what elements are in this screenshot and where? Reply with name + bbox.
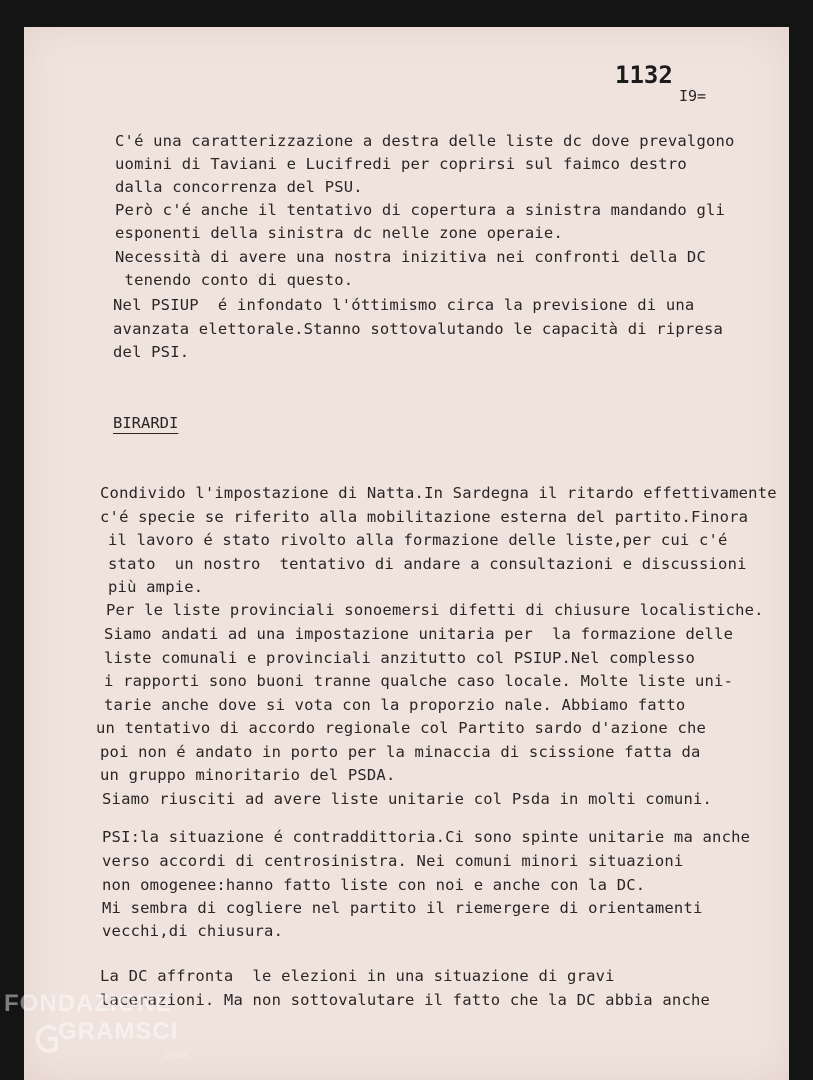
- text-line: dalla concorrenza del PSU.: [115, 178, 363, 196]
- watermark-line-2: GRAMSCI: [58, 1018, 179, 1045]
- text-line: avanzata elettorale.Stanno sottovalutando le capacità di ripresa: [113, 320, 724, 338]
- text-line: c'é specie se riferito alla mobilitazione esterna del partito.Finora: [100, 508, 749, 526]
- sub-number: I9=: [679, 87, 707, 105]
- watermark-line-1: FONDAZIONE: [4, 990, 173, 1017]
- text-line: un tentativo di accordo regionale col Partito sardo d'azione che: [96, 719, 707, 737]
- text-line: Mi sembra di cogliere nel partito il riemergere di orientamenti: [102, 899, 703, 917]
- text-line: Però c'é anche il tentativo di copertura a sinistra mandando gli: [115, 201, 726, 219]
- text-line: esponenti della sinistra dc nelle zone operaie.: [115, 224, 563, 242]
- text-line: Condivido l'impostazione di Natta.In Sardegna il ritardo effettivamente: [100, 484, 777, 502]
- text-line: liste comunali e provinciali anzitutto col PSIUP.Nel complesso: [104, 649, 695, 667]
- text-line: verso accordi di centrosinistra. Nei comuni minori situazioni: [102, 852, 684, 870]
- text-line: non omogenee:hanno fatto liste con noi e anche con la DC.: [102, 876, 646, 894]
- text-line: poi non é andato in porto per la minaccia di scissione fatta da: [100, 743, 701, 761]
- text-line: il lavoro é stato rivolto alla formazione delle liste,per cui c'é: [108, 531, 728, 549]
- text-line: uomini di Taviani e Lucifredi per coprirsi sul faimco destro: [115, 155, 687, 173]
- text-line: tarie anche dove si vota con la proporzio nale. Abbiamo fatto: [104, 696, 686, 714]
- watermark-line-3: onlus: [164, 1050, 188, 1060]
- text-line: Nel PSIUP é infondato l'óttimismo circa la previsione di una: [113, 296, 695, 314]
- text-line: PSI:la situazione é contraddittoria.Ci sono spinte unitarie ma anche: [102, 828, 751, 846]
- text-line: Per le liste provinciali sonoemersi difetti di chiusure localistiche.: [106, 601, 764, 619]
- typewritten-page: [24, 27, 789, 1080]
- text-line: lacerazioni. Ma non sottovalutare il fatto che la DC abbia anche: [100, 991, 711, 1009]
- text-line: C'é una caratterizzazione a destra delle liste dc dove prevalgono: [115, 132, 735, 150]
- text-line: del PSI.: [113, 343, 190, 361]
- text-line: i rapporti sono buoni tranne qualche caso locale. Molte liste uni-: [104, 672, 734, 690]
- page-number: 1132: [615, 61, 673, 89]
- text-line: Siamo andati ad una impostazione unitaria per la formazione delle: [104, 625, 734, 643]
- speaker-heading: BIRARDI: [113, 414, 179, 432]
- text-line: Siamo riusciti ad avere liste unitarie col Psda in molti comuni.: [102, 790, 713, 808]
- text-line: La DC affronta le elezioni in una situazione di gravi: [100, 967, 615, 985]
- text-line: tenendo conto di questo.: [115, 271, 354, 289]
- text-line: un gruppo minoritario del PSDA.: [100, 766, 396, 784]
- text-line: più ampie.: [108, 578, 204, 596]
- text-line: Necessità di avere una nostra inizitiva nei confronti della DC: [115, 248, 706, 266]
- text-line: stato un nostro tentativo di andare a consultazioni e discussioni: [108, 555, 747, 573]
- text-line: vecchi,di chiusura.: [102, 922, 284, 940]
